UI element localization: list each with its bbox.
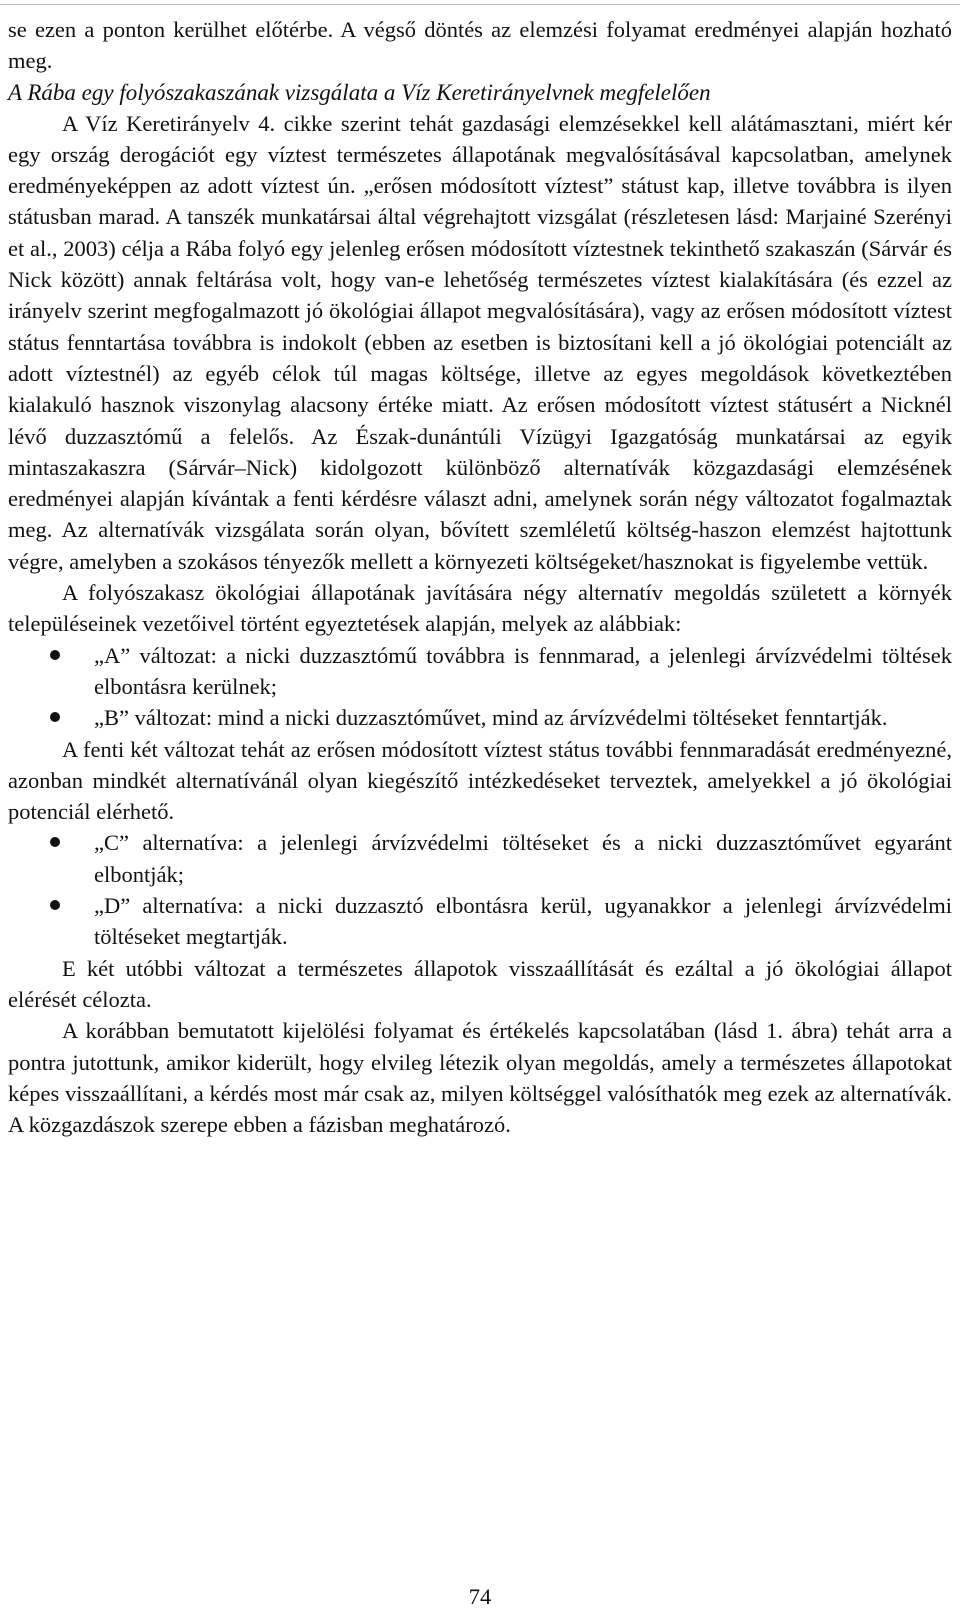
list-item-text: „B” változat: mind a nicki duzzasztóművet, mind az árvízvédelmi töltéseket fenntartják.	[94, 705, 888, 731]
body-paragraph-5: A korábban bemutatott kijelölési folyamat és értékelés kapcsolatában (lásd 1. ábra) tehát arra a pontra jutottunk, amikor kiderült, hogy elvileg létezik olyan megoldás, amely a természetes állapotokat képes visszaállítani, a kérdés most már csak az, milyen költséggel valósíthatók meg ezek az alternatívák. A közgazdászok szerepe ebben a fázisban meghatározó.	[8, 1018, 952, 1138]
body-paragraph-1: A Víz Keretirányelv 4. cikke szerint tehát gazdasági elemzésekkel kell alátámasztani, miért kér egy ország derogációt egy víztest természetes állapotának megvalósításával kapcsolatban, amelynek eredményeképpen az adott víztest ún. „erősen módosított víztest” státust kap, illetve továbbra is ilyen státusban marad. A tanszék munkatársai által végrehajtott vizsgálat (részletesen lásd: Marjainé Szerényi et al., 2003) célja a Rába folyó egy jelenleg erősen módosított víztestnek tekinthető szakaszán (Sárvár és Nick között) annak feltárása volt, hogy van-e lehetőség természetes víztest kialakítására (és ezzel az irányelv szerint megfogalmazott jó ökológiai állapot megvalósítására), vagy az erősen módosított víztest státus fenntartása továbbra is indokolt (ebben az esetben is biztosítani kell a jó ökológiai potenciált az adott víztestnél) az egyéb célok túl magas költsége, illetve az egyes megoldások következtében kialakuló hasznok viszonylag alacsony értéke miatt. Az erősen módosított víztest státusért a Nicknél lévő duzzasztómű a felelős. Az Észak-dunántúli Vízügyi Igazgatóság munkatársai az egyik mintaszakaszra (Sárvár–Nick) kidolgozott különböző alternatívák közgazdasági elemzésének eredményei alapján kívántak a fenti kérdésre választ adni, amelynek során négy változatot fogalmaztak meg. Az alternatívák vizsgálata során olyan, bővített szemléletű költség-haszon elemzést hajtottunk végre, amelyben a szokásos tényezők mellett a környezeti költségeket/hasznokat is figyelembe vettük.	[8, 110, 952, 574]
section-heading: A Rába egy folyószakaszának vizsgálata a Víz Keretirányelvnek megfelelően	[8, 79, 711, 105]
alternatives-list-2	[8, 827, 952, 952]
list-item-text: „C” alternatíva: a jelenlegi árvízvédelmi töltéseket és a nicki duzzasztóművet egyaránt elbontják;	[94, 830, 952, 887]
body-paragraph-4: E két utóbbi változat a természetes állapotok visszaállítását és ezáltal a jó ökológiai állapot elérését célozta.	[8, 955, 952, 1012]
list-item-text: „A” változat: a nicki duzzasztómű továbbra is fennmarad, a jelenlegi árvízvédelmi töltések elbontásra kerülnek;	[94, 642, 952, 699]
bullet-icon	[50, 712, 60, 722]
page-number: 74	[468, 1584, 492, 1609]
bullet-icon	[50, 650, 60, 660]
list-item-text: „D” alternatíva: a nicki duzzasztó elbontásra kerül, ugyanakkor a jelenlegi árvízvédelmi töltéseket megtartják.	[94, 893, 952, 950]
document-page	[8, 14, 952, 1594]
list-item	[8, 827, 952, 890]
bullet-icon	[50, 900, 60, 910]
top-rule	[0, 4, 960, 5]
body-paragraph-3: A fenti két változat tehát az erősen módosított víztest státus további fennmaradását eredményezné, azonban mindkét alternatívánál olyan kiegészítő intézkedéseket terveztek, amelyekkel a jó ökológiai potenciál elérhető.	[8, 736, 952, 825]
intro-paragraph: se ezen a ponton kerülhet előtérbe. A végső döntés az elemzési folyamat eredményei alapján hozható meg.	[8, 17, 952, 74]
list-item	[8, 702, 952, 733]
list-item	[8, 890, 952, 953]
alternatives-list-1	[8, 640, 952, 734]
list-item	[8, 640, 952, 703]
bullet-icon	[50, 837, 60, 847]
body-paragraph-2: A folyószakasz ökológiai állapotának javítására négy alternatív megoldás született a környék településeinek vezetőivel történt egyeztetések alapján, melyek az alábbiak:	[8, 580, 952, 637]
